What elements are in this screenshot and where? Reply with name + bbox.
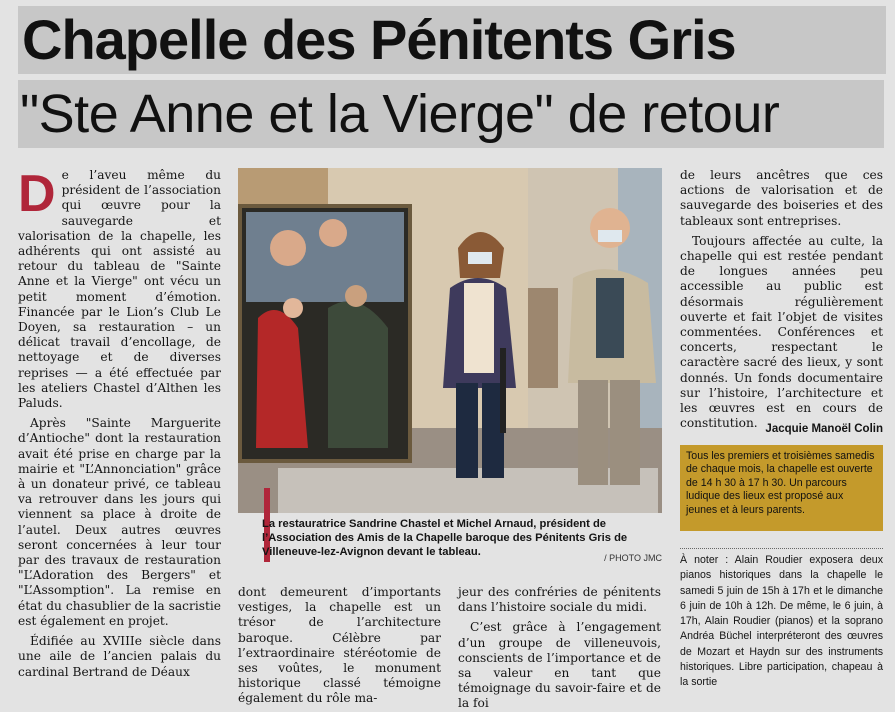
drop-cap: D [18,165,56,223]
article-column-3 [458,585,661,711]
photo-credit: / PHOTO JMC [604,553,662,563]
headline-line1: Chapelle des Pénitents Gris [18,6,886,74]
article-paragraph: jeur des confréries de pénitents dans l’histoire sociale du midi. [458,585,661,615]
article-paragraph: Toujours affectée au culte, la chapelle qui est restée pendant de longues années peu accessible au public est désormais régulièrement ouverte et fait l’objet de visites commentées. Conférences et concerts, respectant le caractère sacré des lieux, y sont donnés. Un fonds documentaire sur l’histoire, l’architecture et les œuvres est en cours de constitution. [680,233,883,431]
article-paragraph: de leurs ancêtres que ces actions de valorisation et de sauvegarde des boiseries et des tableaux sont entreprises. [680,168,883,228]
article-paragraph: dont demeurent d’importants vestiges, la chapelle est un trésor de l’architecture baroque. Célèbre par l’extraordinaire stéréotomie de ses voûtes, le monument historique classé témoigne également du rôle ma- [238,585,441,706]
article-column-1 [18,165,221,696]
photo-illustration [238,168,662,513]
headline-line2: "Ste Anne et la Vierge" de retour [18,80,884,148]
article-paragraph: C’est grâce à l’engagement d’un groupe de villeneuvois, conscients de l’importance et de sa valeur en tant que témoignage du savoir-faire et de la foi [458,620,661,711]
info-box: Tous les premiers et troisièmes samedis de chaque mois, la chapelle est ouverte de 14 h 30 à 17 h 30. Un parcours ludique des lieux est proposé aux jeunes et à leurs parents. [680,445,883,531]
article-paragraph: Après "Sainte Marguerite d’Antioche" dont la restauration avait été prise en charge par la mairie et "L’Annonciation" grâce à un donateur privé, ce tableau va retrouver dans les jours qui viennent sa place à droite de l’autel. Deux autres œuvres seront concernées à leur tour par des travaux de restauration "L’Adoration des Bergers" et "L’Assomption". La remise en état du chasublier de la sacristie est également en projet. [18,416,221,628]
article-paragraph: e l’aveu même du président de l’association qui œuvre pour la sauvegarde et valorisation de la chapelle, les adhérents qui ont assisté au retour du tableau de "Sainte Anne et la Vierge" ont vécu un petit moment d’émotion. Financée par le Lion’s Club Le Doyen, sa restauration – un délicat travail d’encollage, de nettoyage et de diverses reprises — a été effectuée par les ateliers Chastel d’Althen les Paluds. [18,168,221,411]
event-note: À noter : Alain Roudier exposera deux pianos historiques dans la chapelle le samedi 5 juin de 15h à 17h et le dimanche 6 juin de 10h à 12h. De même, le 6 juin, à 17h, Alain Roudier (pianos) et la soprano Andréa Büchel interpréteront des œuvres de Mozart et Haydn sur des instruments historiques. Libre participation, chapeau à la sortie [680,548,883,698]
article-paragraph: Édifiée au XVIIIe siècle dans une aile de l’ancien palais du cardinal Bertrand de Déaux [18,634,221,679]
author-byline: Jacquie Manoël Colin [765,423,883,435]
article-photo [238,168,662,513]
article-column-2 [238,585,441,706]
photo-caption: La restauratrice Sandrine Chastel et Michel Arnaud, président de l’Association des Amis de la Chapelle baroque des Pénitents Gris de Villeneuve-lez-Avignon devant le tableau. [262,518,628,558]
